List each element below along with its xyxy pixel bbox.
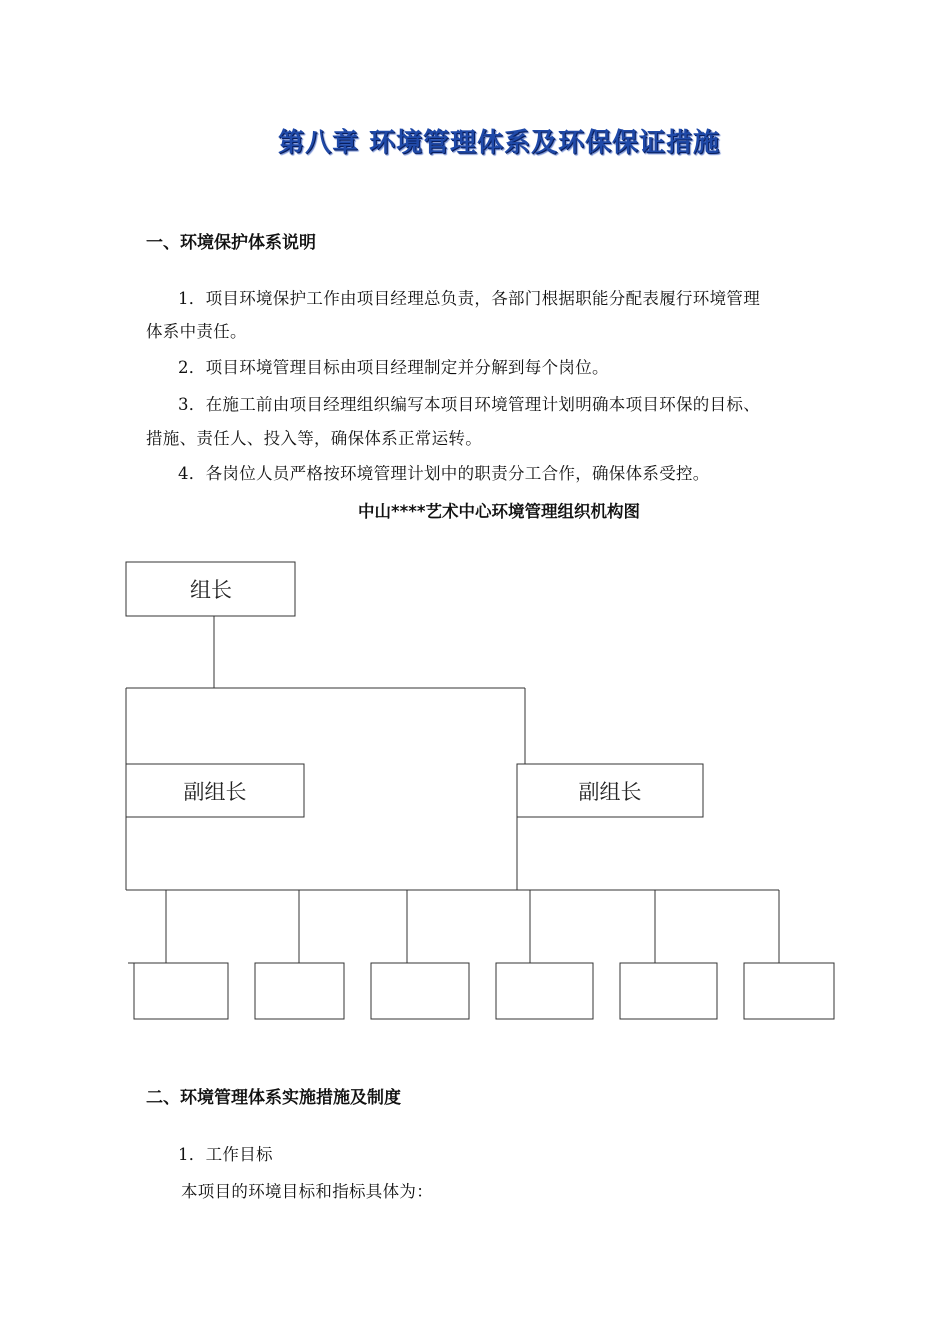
section2-intro: 本项目的环境目标和指标具体为： <box>181 1182 433 1201</box>
member-box-3 <box>371 963 469 1019</box>
org-chart-caption: 中山****艺术中心环境管理组织机构图 <box>357 502 640 521</box>
paragraph-4: 4．各岗位人员严格按环境管理计划中的职责分工合作，确保体系受控。 <box>178 464 710 483</box>
member-box-6 <box>744 963 834 1019</box>
member-box-1 <box>134 963 228 1019</box>
section2-subheading: 1．工作目标 <box>178 1145 273 1164</box>
member-box-5 <box>620 963 717 1019</box>
paragraph-3-line-1: 3．在施工前由项目经理组织编写本项目环境管理计划明确本项目环保的目标、 <box>178 395 760 414</box>
chapter-title: 第八章 环境管理体系及环保保证措施 <box>277 128 721 158</box>
section2-heading: 二、环境管理体系实施措施及制度 <box>146 1088 401 1108</box>
section1-heading: 一、环境保护体系说明 <box>146 233 316 253</box>
deputy-label-left: 副组长 <box>183 780 247 804</box>
deputy-label-right: 副组长 <box>578 780 642 804</box>
leader-label: 组长 <box>190 578 232 602</box>
paragraph-1-line-2: 体系中责任。 <box>146 322 247 341</box>
paragraph-3-line-2: 措施、责任人、投入等，确保体系正常运转。 <box>146 429 482 448</box>
paragraph-2: 2．项目环境管理目标由项目经理制定并分解到每个岗位。 <box>178 358 609 377</box>
member-box-2 <box>255 963 344 1019</box>
member-box-4 <box>496 963 593 1019</box>
paragraph-1-line-1: 1．项目环境保护工作由项目经理总负责，各部门根据职能分配表履行环境管理 <box>178 289 760 308</box>
